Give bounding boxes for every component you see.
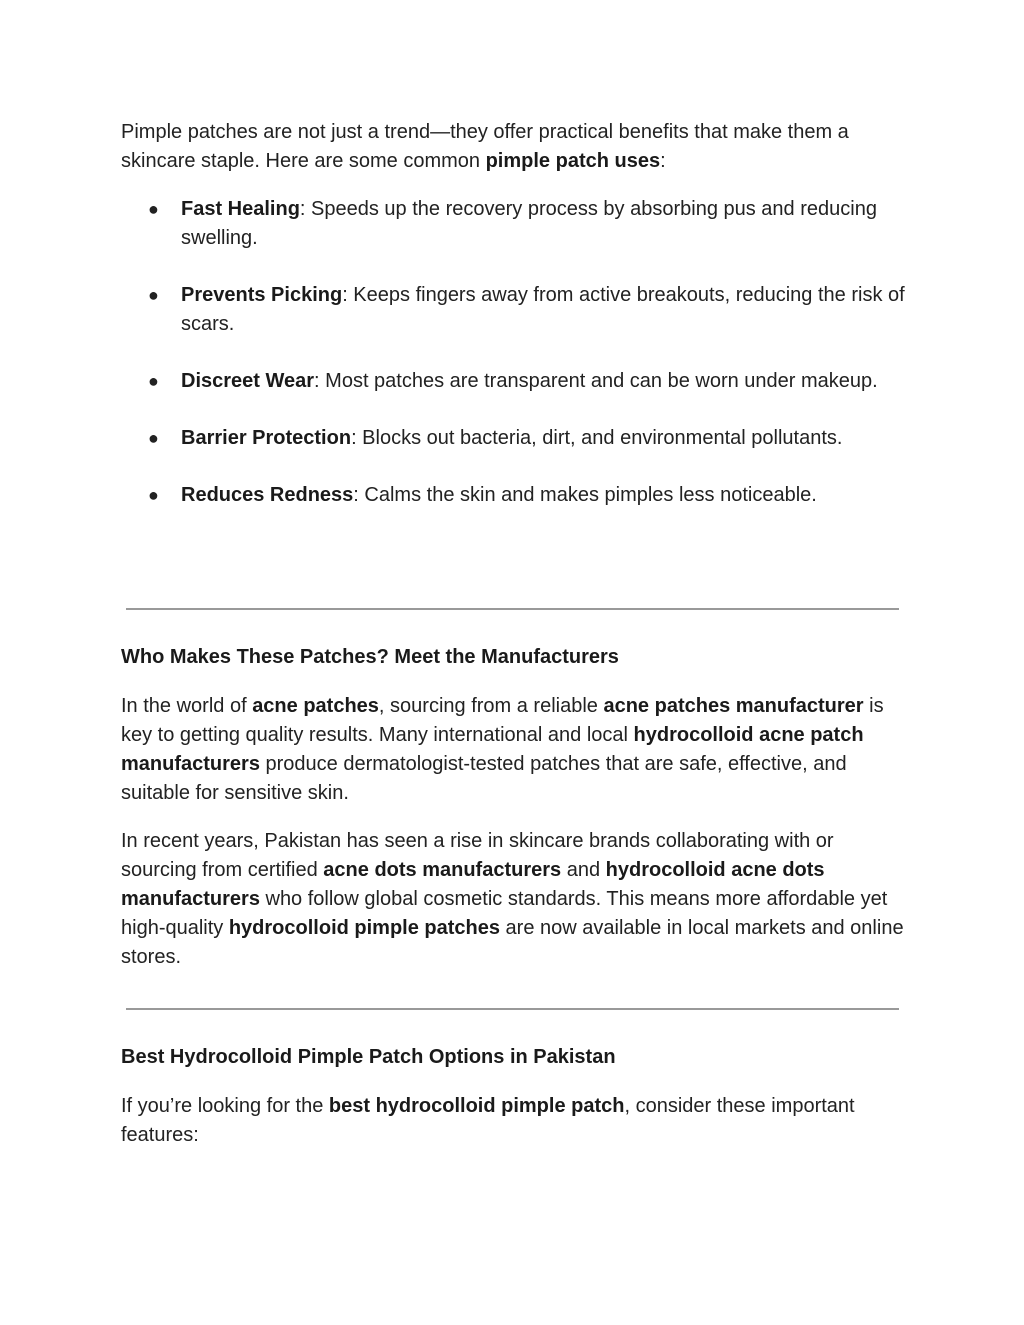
- bullet-icon: ●: [148, 285, 159, 305]
- section-heading-best: Best Hydrocolloid Pimple Patch Options in Pakistan: [121, 1046, 616, 1068]
- paragraph-text: who follow global cosmetic standards. This means more affordable yet high-quality: [121, 888, 888, 939]
- bullet-icon: ●: [148, 485, 159, 505]
- paragraph-bold-term: acne patches: [252, 695, 379, 717]
- paragraph-bold-term: hydrocolloid acne patch manufacturers: [121, 724, 864, 775]
- list-item: [121, 481, 911, 510]
- bullet-icon: ●: [148, 428, 159, 448]
- section-heading-manufacturers: Who Makes These Patches? Meet the Manufacturers: [121, 646, 619, 668]
- paragraph-text: produce dermatologist-tested patches that are safe, effective, and suitable for sensitive skin.: [121, 753, 847, 804]
- list-item-term: Barrier Protection: [181, 427, 352, 449]
- intro-paragraph: [121, 118, 911, 176]
- list-item-term: Discreet Wear: [181, 370, 315, 392]
- list-item-term: Prevents Picking: [181, 284, 343, 306]
- manufacturers-paragraph-2: [121, 827, 911, 972]
- intro-bold-term: pimple patch uses: [485, 150, 661, 172]
- list-item: [121, 281, 911, 339]
- list-item-description: : Calms the skin and makes pimples less noticeable.: [353, 484, 817, 506]
- list-item: [121, 195, 911, 253]
- paragraph-bold-term: hydrocolloid pimple patches: [228, 917, 500, 939]
- best-paragraph: [121, 1092, 911, 1150]
- list-item-term: Reduces Redness: [181, 484, 354, 506]
- manufacturers-paragraph-1: [121, 692, 911, 808]
- list-item-description: : Speeds up the recovery process by absorbing pus and reducing swelling.: [181, 198, 877, 249]
- paragraph-text: In the world of: [121, 695, 253, 717]
- paragraph-text: and: [561, 859, 606, 881]
- paragraph-bold-term: acne dots manufacturers: [323, 859, 562, 881]
- paragraph-text: are now available in local markets and online stores.: [121, 917, 904, 968]
- uses-section: [121, 118, 911, 538]
- list-item-term: Fast Healing: [181, 198, 300, 220]
- bullet-icon: ●: [148, 199, 159, 219]
- paragraph-bold-term: acne patches manufacturer: [603, 695, 864, 717]
- paragraph-bold-term: best hydrocolloid pimple patch: [328, 1095, 625, 1117]
- list-item: [121, 367, 911, 396]
- horizontal-divider: [126, 1008, 899, 1010]
- intro-colon: :: [660, 150, 666, 172]
- paragraph-text: is key to getting quality results. Many international and local: [121, 695, 884, 746]
- paragraph-text: , sourcing from a reliable: [378, 695, 604, 717]
- horizontal-divider: [126, 608, 899, 610]
- bullet-icon: ●: [148, 371, 159, 391]
- list-item-description: : Most patches are transparent and can be worn under makeup.: [314, 370, 878, 392]
- uses-list: [121, 195, 911, 510]
- paragraph-text: If you’re looking for the: [121, 1095, 329, 1117]
- intro-text: Pimple patches are not just a trend—they offer practical benefits that make them a skincare staple. Here are some common: [121, 121, 849, 172]
- list-item-description: : Keeps fingers away from active breakouts, reducing the risk of scars.: [181, 284, 905, 335]
- list-item-description: : Blocks out bacteria, dirt, and environmental pollutants.: [351, 427, 843, 449]
- paragraph-text: , consider these important features:: [121, 1095, 855, 1146]
- paragraph-text: In recent years, Pakistan has seen a rise in skincare brands collaborating with or sourcing from certified: [121, 830, 834, 881]
- list-item: [121, 424, 911, 453]
- paragraph-bold-term: hydrocolloid acne dots manufacturers: [121, 859, 825, 910]
